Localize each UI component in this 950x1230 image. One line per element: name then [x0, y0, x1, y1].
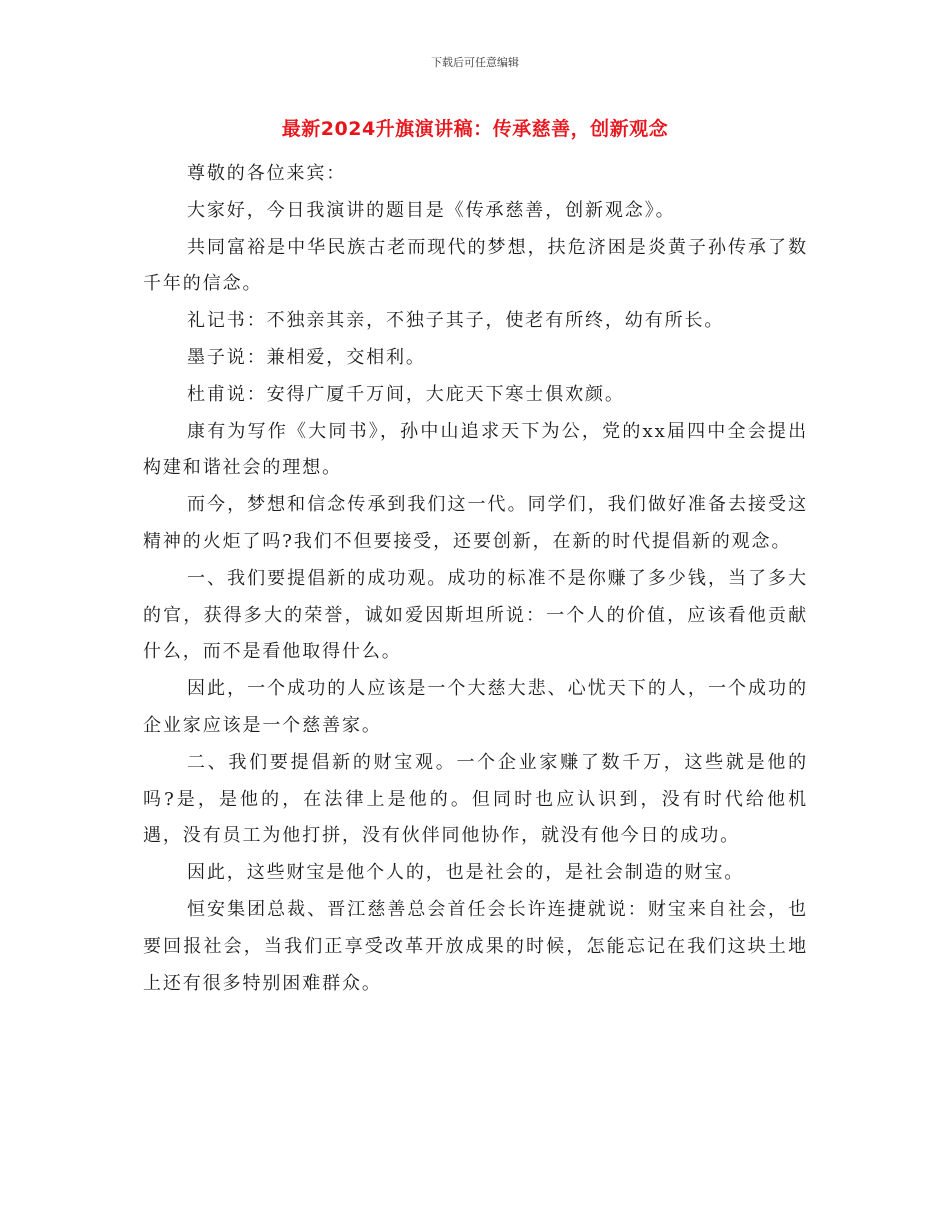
paragraph: 康有为写作《大同书》，孙中山追求天下为公，党的xx届四中全会提出构建和谐社会的理想。	[143, 420, 808, 479]
paragraph: 二、我们要提倡新的财宝观。一个企业家赚了数千万，这些就是他的吗?是，是他的，在法律上是他的。但同时也应认识到，没有时代给他机遇，没有员工为他打拼，没有伙伴同他协作，就没有他今日的成功。	[143, 751, 808, 847]
document-title: 最新2024升旗演讲稿：传承慈善，创新观念	[281, 118, 669, 140]
paragraph-salutation: 尊敬的各位来宾：	[187, 163, 347, 184]
paragraph: 一、我们要提倡新的成功观。成功的标准不是你赚了多少钱，当了多大的官，获得多大的荣誉，诚如爱因斯坦所说：一个人的价值，应该看他贡献什么，而不是看他取得什么。	[143, 567, 808, 663]
paragraph: 共同富裕是中华民族古老而现代的梦想，扶危济困是炎黄子孙传承了数千年的信念。	[143, 236, 808, 295]
paragraph: 杜甫说：安得广厦千万间，大庇天下寒士俱欢颜。	[187, 383, 625, 405]
header-note: 下载后可任意编辑	[431, 56, 519, 69]
paragraph-greeting: 大家好，今日我演讲的题目是《传承慈善，创新观念》。	[187, 199, 676, 221]
paragraph: 恒安集团总裁、晋江慈善总会首任会长许连捷就说：财宝来自社会，也要回报社会，当我们正享受改革开放成果的时候，怎能忘记在我们这块土地上还有很多特别困难群众。	[143, 898, 808, 994]
paragraph: 而今，梦想和信念传承到我们这一代。同学们，我们做好准备去接受这精神的火炬了吗?我们不但要接受，还要创新，在新的时代提倡新的观念。	[143, 494, 808, 552]
paragraph: 因此，一个成功的人应该是一个大慈大悲、心忧天下的人，一个成功的企业家应该是一个慈善家。	[143, 678, 808, 736]
document-body	[143, 156, 808, 1002]
paragraph: 墨子说：兼相爱，交相利。	[187, 346, 426, 368]
paragraph: 因此，这些财宝是他个人的，也是社会的，是社会制造的财宝。	[187, 862, 745, 884]
paragraph: 礼记书：不独亲其亲，不独子其子，使老有所终，幼有所长。	[187, 310, 725, 332]
